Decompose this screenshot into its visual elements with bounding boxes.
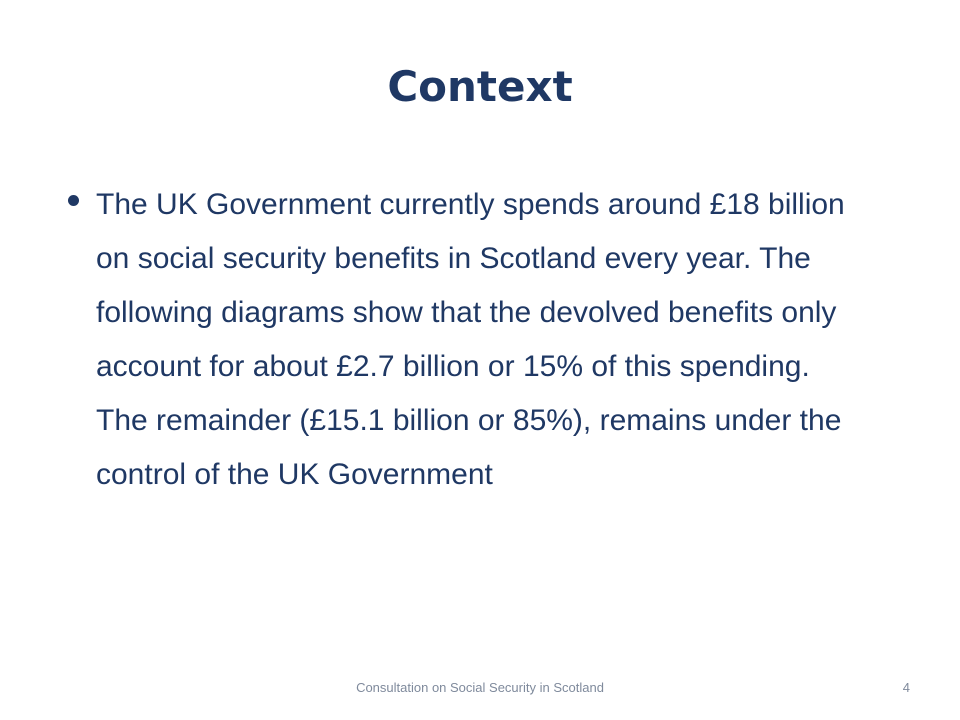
bullet-list <box>62 178 902 502</box>
slide-title: Context <box>387 62 573 111</box>
bullet-text: The UK Government currently spends around £18 billion on social security benefits in Scotland every year. The following diagrams show that the devolved benefits only account for about £2.7 billion or 15% of this spending. The remainder (£15.1 billion or 85%), remains under the control of the UK Government <box>96 188 845 491</box>
slide-number: 4 <box>902 680 910 695</box>
footer-text: Consultation on Social Security in Scotland <box>356 680 604 695</box>
bullet-dot-icon <box>68 195 79 206</box>
bullet-item <box>62 178 902 502</box>
